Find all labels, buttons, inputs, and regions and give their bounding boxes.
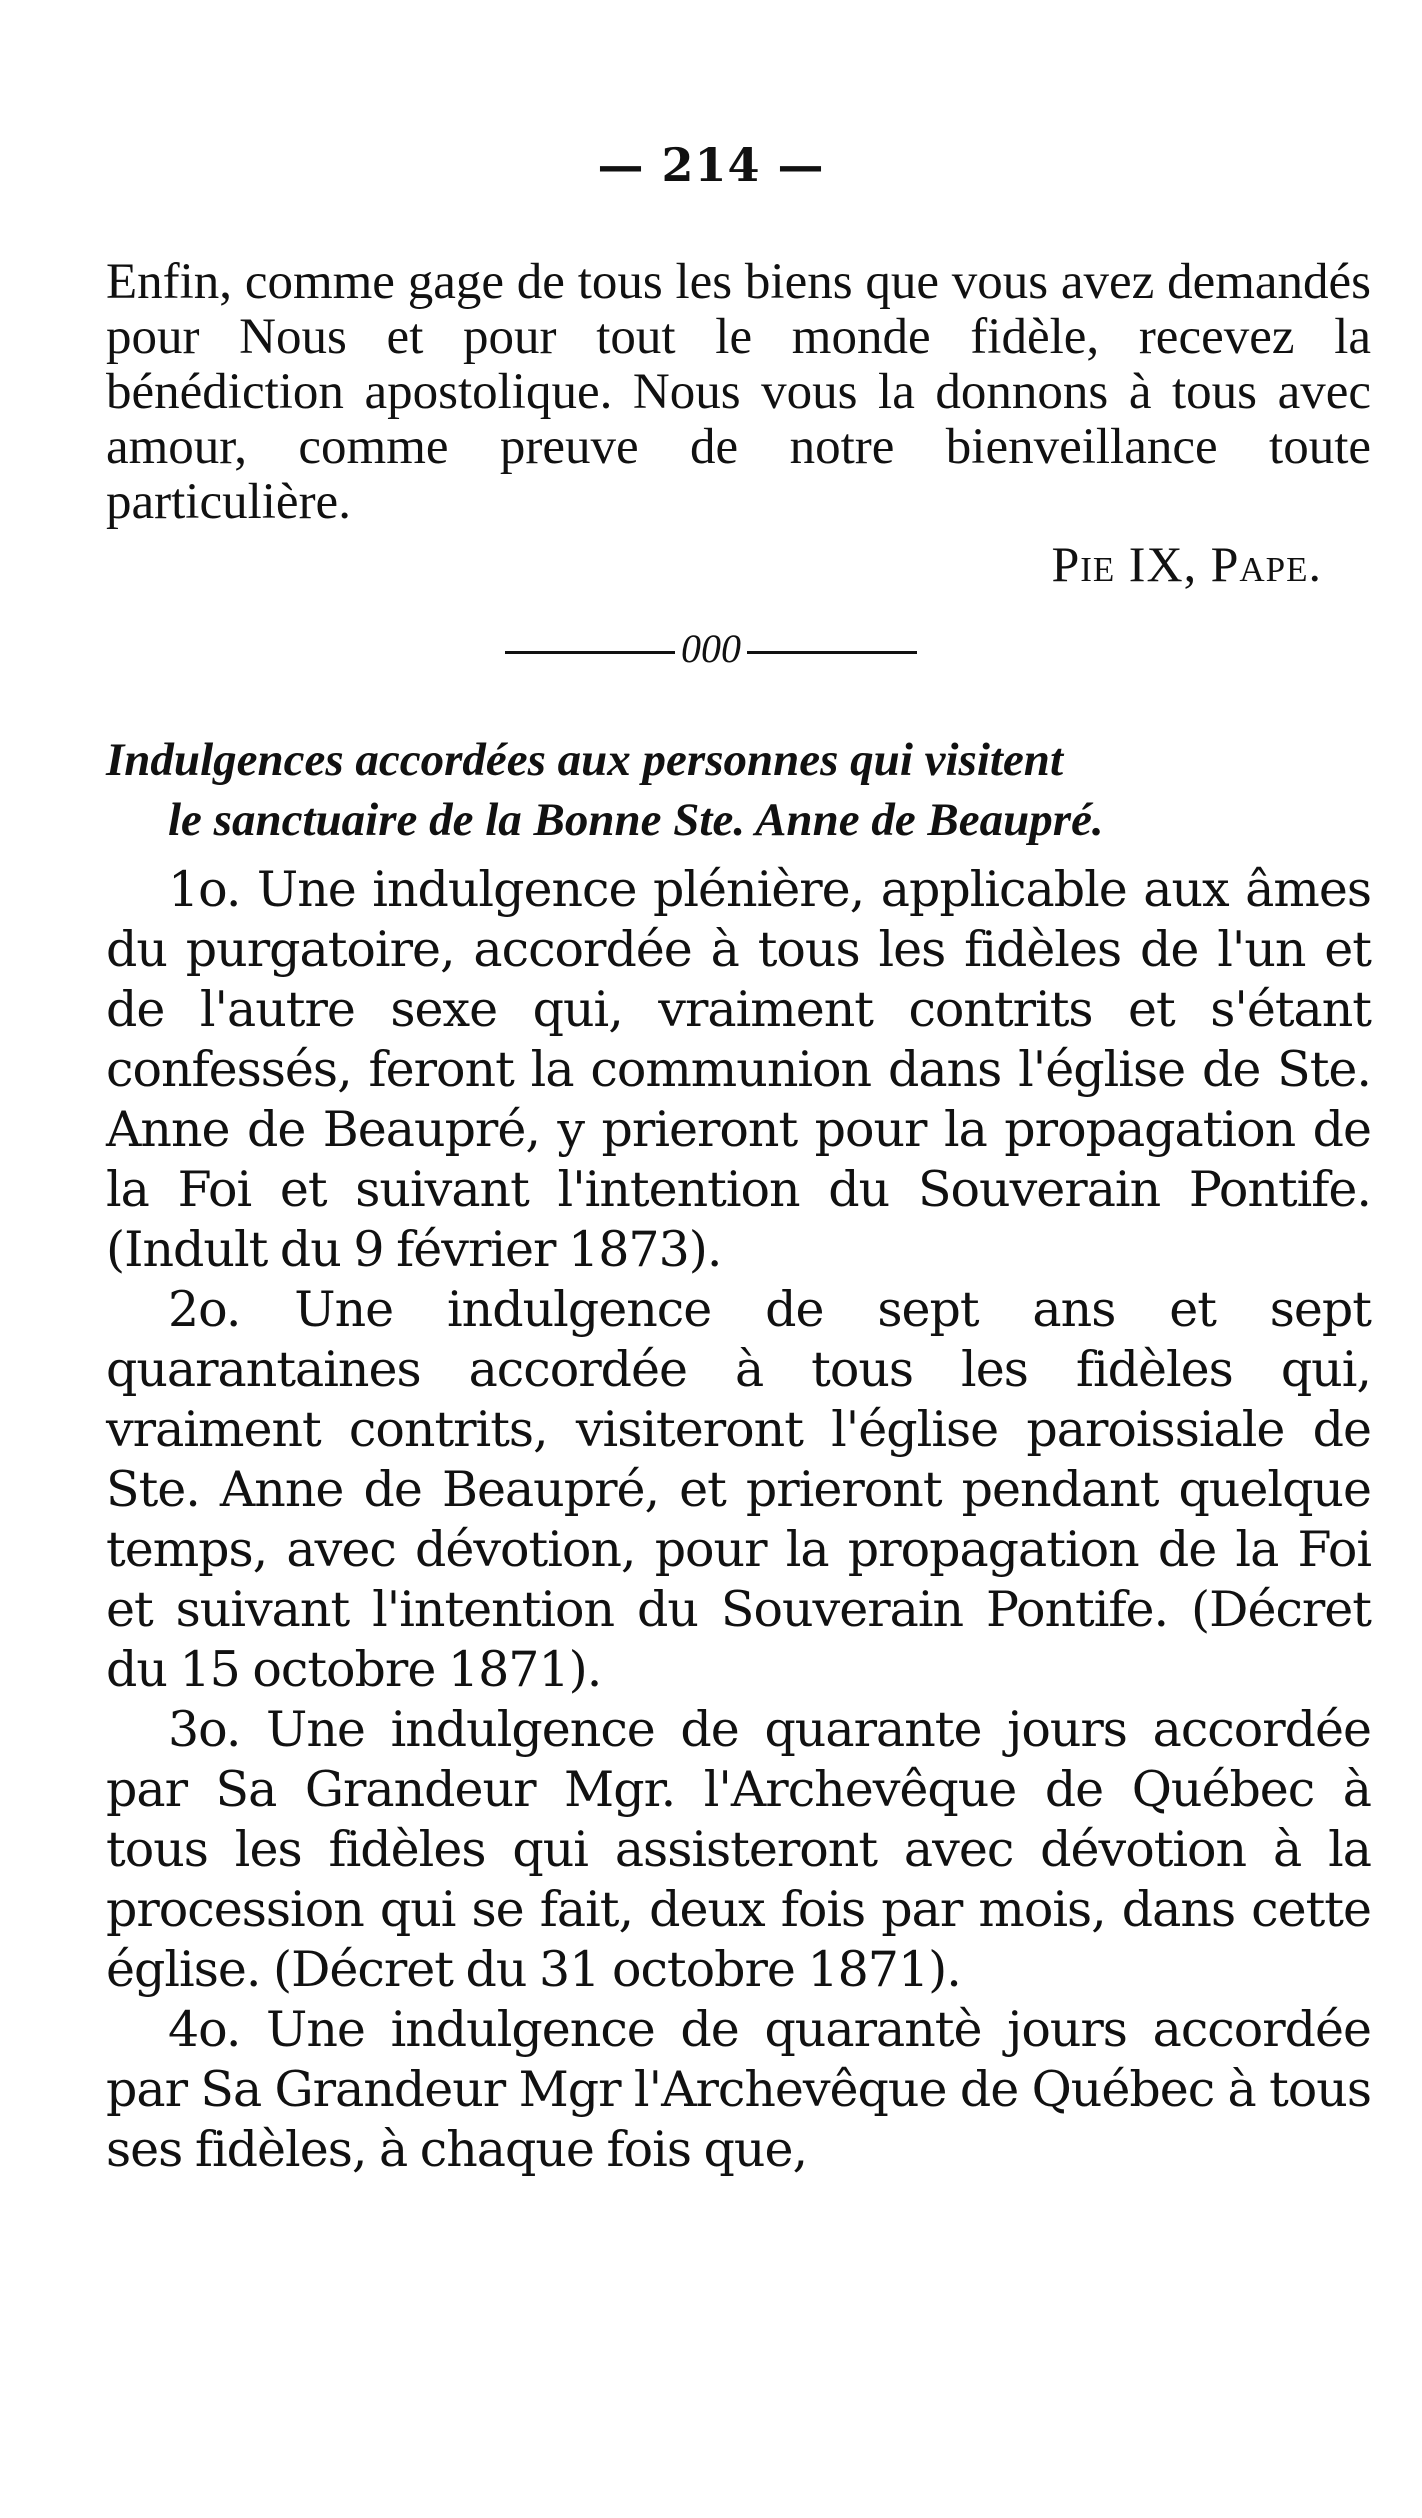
indulgence-item-3: 3o. Une indulgence de quarante jours accordée par Sa Grandeur Mgr. l'Archevêque de Québec à tous les fidèles qui assisteront avec dévotion à la procession qui se fait, deux fois par mois, dans cette église. (Décret du 31 octobre 1871). bbox=[106, 1701, 1371, 1998]
indulgence-item-2: 2o. Une indulgence de sept ans et sept quarantaines accordée à tous les fidèles qui, vraiment contrits, visiteront l'église paroissiale de Ste. Anne de Beaupré, et prieront pendant quelque temps, avec dévotion, pour la propagation de la Foi et suivant l'intention du Souverain Pontife. (Décret du 15 octobre 1871). bbox=[106, 1281, 1371, 1698]
closing-paragraph: Enfin, comme gage de tous les biens que vous avez demandés pour Nous et pour tout le monde fidèle, recevez la bénédiction apostolique. Nous vous la donnons à tous avec amour, comme preuve de notre bienveillance toute particulière. bbox=[106, 254, 1371, 530]
signature: Pie IX, Pape. bbox=[1051, 536, 1322, 592]
separator-text: 000 bbox=[681, 626, 741, 671]
separator-rule-right bbox=[747, 651, 917, 654]
separator-rule-left bbox=[505, 651, 675, 654]
indulgence-list bbox=[106, 860, 1371, 2180]
page-number: — 214 — bbox=[597, 138, 825, 192]
section-separator bbox=[0, 625, 1422, 672]
section-heading-line-1: Indulgences accordées aux personnes qui visitent bbox=[106, 734, 1064, 786]
section-heading-line-2: le sanctuaire de la Bonne Ste. Anne de Beaupré. bbox=[168, 794, 1104, 846]
section-heading bbox=[106, 730, 1371, 850]
indulgence-item-4: 4o. Une indulgence de quarantè jours accordée par Sa Grandeur Mgr l'Archevêque de Québec à tous ses fidèles, à chaque fois que, bbox=[106, 2001, 1371, 2178]
indulgence-item-1: 1o. Une indulgence plénière, applicable aux âmes du purgatoire, accordée à tous les fidèles de l'un et de l'autre sexe qui, vraiment contrits et s'étant confessés, feront la communion dans l'église de Ste. Anne de Beaupré, y prieront pour la propagation de la Foi et suivant l'intention du Souverain Pontife. (Indult du 9 février 1873). bbox=[106, 861, 1371, 1278]
